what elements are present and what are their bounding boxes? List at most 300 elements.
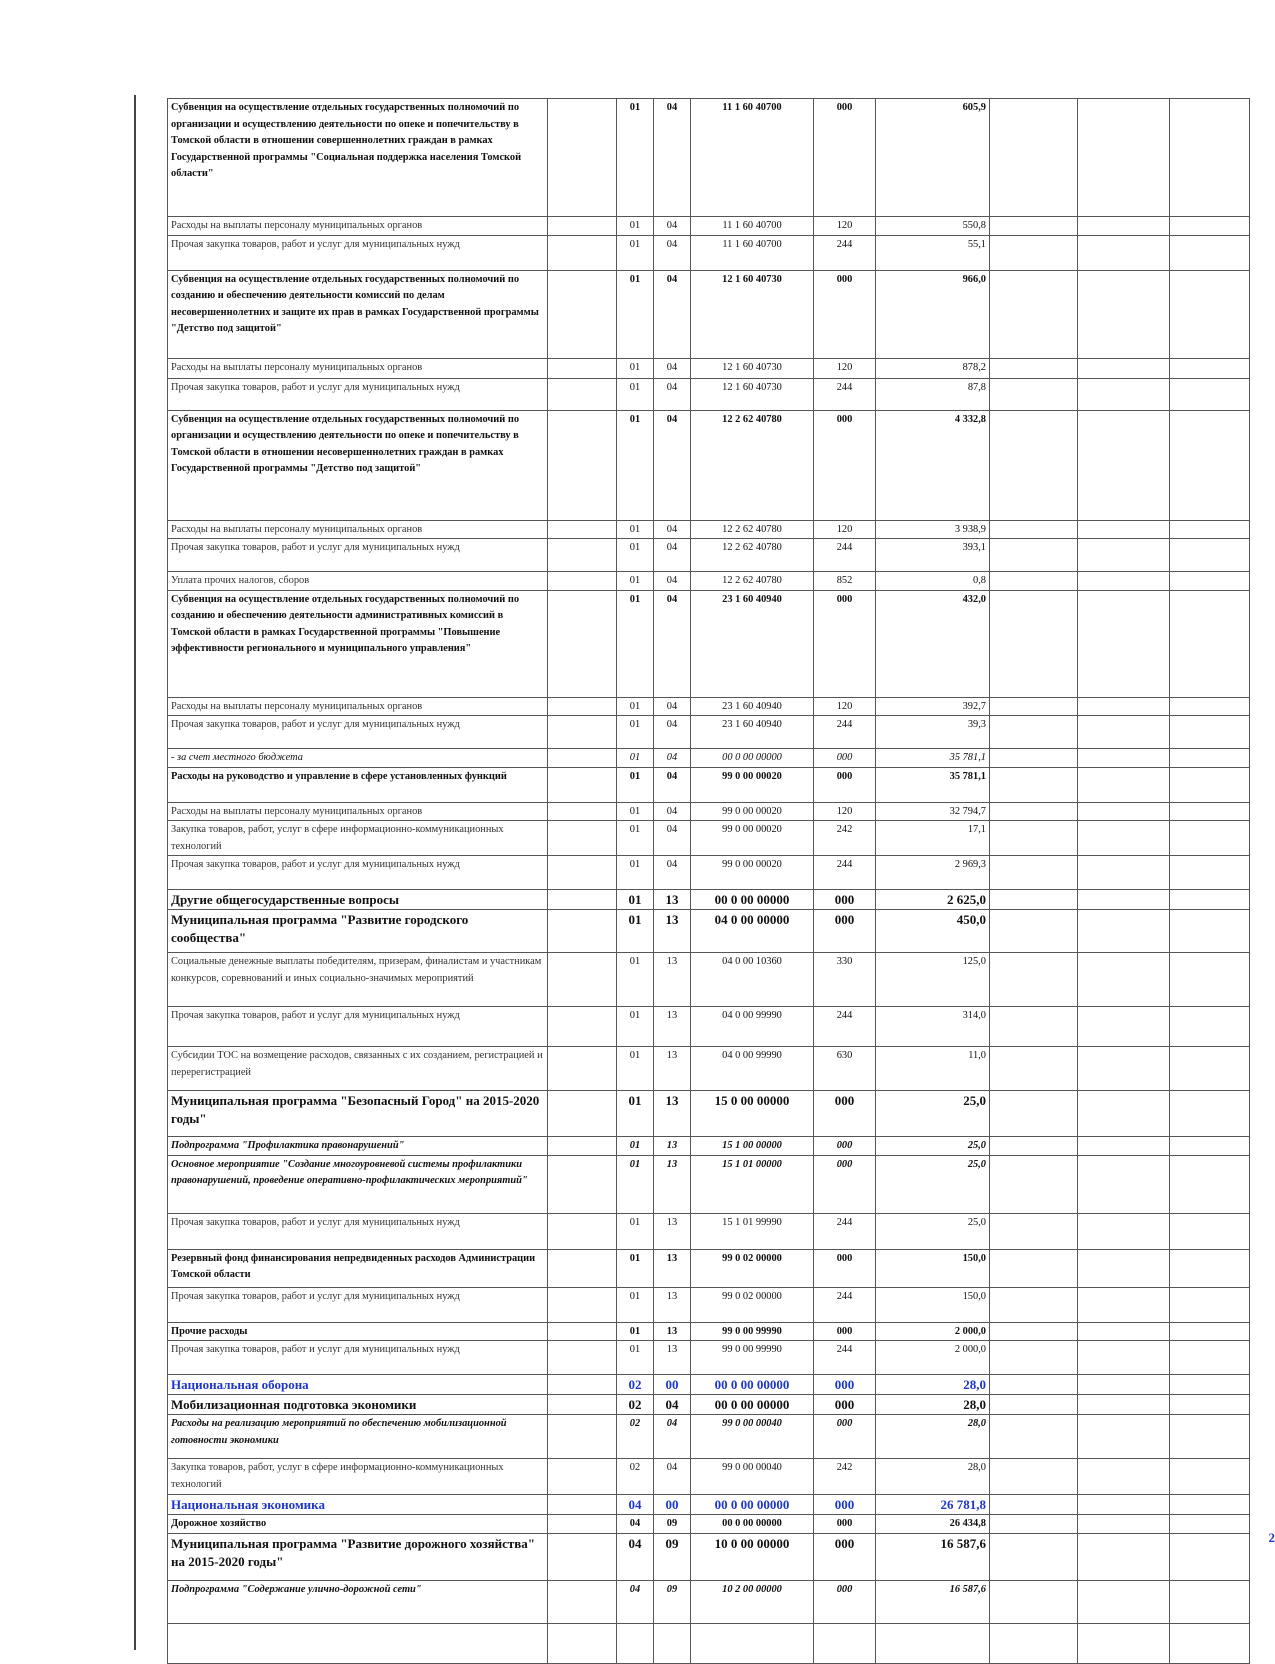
table-row [168,910,1250,953]
empty-cell [548,572,617,591]
amount: 878,2 [876,358,990,378]
empty-cell [1078,1375,1170,1395]
empty-cell [1078,1580,1170,1623]
empty-cell [1170,1515,1250,1534]
expense-type-code: 244 [814,235,876,270]
empty-cell [1170,802,1250,821]
table-row [168,1091,1250,1137]
target-article-code: 23 1 60 40940 [691,590,814,697]
section-code: 04 [617,1515,654,1534]
row-name: Другие общегосударственные вопросы [168,890,548,910]
amount: 0,8 [876,572,990,591]
empty-cell [990,1007,1078,1047]
target-article-code: 99 0 00 00040 [691,1459,814,1495]
budget-table-body [168,99,1250,1664]
expense-type-code: 000 [814,270,876,358]
section-code: 01 [617,1047,654,1091]
empty-cell [1170,821,1250,856]
table-row [168,1047,1250,1091]
table-row [168,953,1250,1007]
empty-cell [1170,358,1250,378]
row-name [168,1623,548,1663]
empty-cell [548,1515,617,1534]
expense-type-code: 244 [814,1287,876,1322]
table-row [168,590,1250,697]
table-row [168,1007,1250,1047]
empty-cell [1170,539,1250,572]
empty-cell [990,1249,1078,1287]
expense-type-code: 000 [814,1515,876,1534]
empty-cell [548,821,617,856]
target-article-code: 10 0 00 00000 [691,1533,814,1580]
empty-cell [1078,1249,1170,1287]
empty-cell [1078,590,1170,697]
subsection-code: 13 [654,1007,691,1047]
table-row [168,270,1250,358]
empty-cell [990,1533,1078,1580]
expense-type-code: 120 [814,520,876,539]
empty-cell [548,1341,617,1375]
section-code: 01 [617,378,654,410]
empty-cell [1170,520,1250,539]
empty-cell [990,1395,1078,1415]
empty-cell [1078,716,1170,749]
expense-type-code: 000 [814,1415,876,1459]
row-name: Расходы на реализацию мероприятий по обеспечению мобилизационной готовности экономики [168,1415,548,1459]
amount: 25,0 [876,1137,990,1156]
empty-cell [548,1395,617,1415]
table-row [168,1341,1250,1375]
section-code: 01 [617,410,654,520]
amount: 150,0 [876,1249,990,1287]
table-row [168,890,1250,910]
empty-cell [990,716,1078,749]
row-name: Прочая закупка товаров, работ и услуг для муниципальных нужд [168,539,548,572]
row-name: Дорожное хозяйство [168,1515,548,1534]
empty-cell [1078,1623,1170,1663]
table-row [168,802,1250,821]
target-article-code: 10 2 00 00000 [691,1580,814,1623]
target-article-code: 99 0 00 00040 [691,1415,814,1459]
table-row [168,1137,1250,1156]
expense-type-code: 120 [814,358,876,378]
empty-cell [1078,217,1170,236]
row-name: Муниципальная программа "Развитие городского сообщества" [168,910,548,953]
subsection-code: 00 [654,1375,691,1395]
amount: 16 587,6 [876,1580,990,1623]
expense-type-code: 000 [814,890,876,910]
target-article-code: 04 0 00 99990 [691,1007,814,1047]
empty-cell [1078,910,1170,953]
amount: 25,0 [876,1213,990,1249]
empty-cell [548,1533,617,1580]
empty-cell [1170,1495,1250,1515]
table-row [168,767,1250,802]
amount: 550,8 [876,217,990,236]
section-code: 01 [617,539,654,572]
empty-cell [548,1623,617,1663]
empty-cell [1170,1415,1250,1459]
empty-cell [990,235,1078,270]
amount: 28,0 [876,1375,990,1395]
section-code: 01 [617,856,654,890]
row-name: Прочая закупка товаров, работ и услуг для муниципальных нужд [168,235,548,270]
empty-cell [1170,1322,1250,1341]
amount: 393,1 [876,539,990,572]
target-article-code: 99 0 02 00000 [691,1287,814,1322]
empty-cell [1078,99,1170,217]
empty-cell [1078,1395,1170,1415]
empty-cell [1078,749,1170,768]
amount: 3 938,9 [876,520,990,539]
row-name: Прочая закупка товаров, работ и услуг для муниципальных нужд [168,1341,548,1375]
amount: 39,3 [876,716,990,749]
section-code: 01 [617,802,654,821]
empty-cell [990,856,1078,890]
section-code: 01 [617,749,654,768]
subsection-code: 04 [654,572,691,591]
empty-cell [548,539,617,572]
empty-cell [1078,270,1170,358]
empty-cell [1170,1395,1250,1415]
subsection-code: 04 [654,378,691,410]
empty-cell [1170,697,1250,716]
subsection-code: 09 [654,1580,691,1623]
target-article-code: 99 0 02 00000 [691,1249,814,1287]
section-code: 01 [617,1213,654,1249]
row-name: Прочая закупка товаров, работ и услуг для муниципальных нужд [168,1007,548,1047]
target-article-code: 15 0 00 00000 [691,1091,814,1137]
section-code: 01 [617,1287,654,1322]
empty-cell [990,1580,1078,1623]
expense-type-code: 000 [814,1580,876,1623]
table-row [168,1515,1250,1534]
empty-cell [1078,697,1170,716]
empty-cell [548,1091,617,1137]
subsection-code: 13 [654,1155,691,1213]
table-row [168,520,1250,539]
table-row [168,1287,1250,1322]
empty-cell [1170,1249,1250,1287]
empty-cell [548,590,617,697]
target-article-code: 23 1 60 40940 [691,697,814,716]
empty-cell [548,1213,617,1249]
empty-cell [990,890,1078,910]
target-article-code: 99 0 00 00020 [691,856,814,890]
row-name: Расходы на выплаты персоналу муниципальных органов [168,217,548,236]
amount: 605,9 [876,99,990,217]
empty-cell [1078,572,1170,591]
empty-cell [990,1623,1078,1663]
empty-cell [1170,1091,1250,1137]
expense-type-code: 000 [814,749,876,768]
target-article-code: 99 0 00 00020 [691,821,814,856]
table-row [168,1249,1250,1287]
expense-type-code: 000 [814,99,876,217]
row-name: Расходы на выплаты персоналу муниципальных органов [168,697,548,716]
expense-type-code: 242 [814,821,876,856]
section-code: 01 [617,99,654,217]
empty-cell [1078,1415,1170,1459]
empty-cell [990,1322,1078,1341]
subsection-code: 04 [654,410,691,520]
amount: 32 794,7 [876,802,990,821]
amount [876,1623,990,1663]
section-code: 01 [617,270,654,358]
target-article-code: 99 0 00 00020 [691,767,814,802]
target-article-code: 15 1 01 99990 [691,1213,814,1249]
expense-type-code [814,1623,876,1663]
target-article-code: 15 1 01 00000 [691,1155,814,1213]
section-code: 01 [617,910,654,953]
empty-cell [990,1495,1078,1515]
empty-cell [1078,856,1170,890]
amount: 150,0 [876,1287,990,1322]
row-name: Субвенция на осуществление отдельных государственных полномочий по организации и осуществлению деятельности по опеке и попечительству в Томской области в отношении совершеннолетних граждан в рамках Государственной программы "Социальная поддержка населения Томской области" [168,99,548,217]
empty-cell [1170,1137,1250,1156]
section-code: 01 [617,1091,654,1137]
amount: 2 969,3 [876,856,990,890]
empty-cell [548,358,617,378]
target-article-code: 12 2 62 40780 [691,572,814,591]
empty-cell [548,1047,617,1091]
section-code: 01 [617,697,654,716]
table-row [168,358,1250,378]
expense-type-code: 120 [814,697,876,716]
amount: 55,1 [876,235,990,270]
row-name: Подпрограмма "Содержание улично-дорожной сети" [168,1580,548,1623]
empty-cell [990,802,1078,821]
section-code: 01 [617,590,654,697]
target-article-code [691,1623,814,1663]
empty-cell [990,1341,1078,1375]
expense-type-code: 330 [814,953,876,1007]
empty-cell [1170,1213,1250,1249]
empty-cell [990,953,1078,1007]
row-name: Субвенция на осуществление отдельных государственных полномочий по созданию и обеспечению деятельности административных комиссий в Томской области в рамках Государственной программы "Повышение эффективности регионального и муниципального управления" [168,590,548,697]
table-row [168,1155,1250,1213]
row-name: Уплата прочих налогов, сборов [168,572,548,591]
target-article-code: 04 0 00 10360 [691,953,814,1007]
expense-type-code: 120 [814,802,876,821]
row-name: Субсидии ТОС на возмещение расходов, связанных с их созданием, регистрацией и перерегистрацией [168,1047,548,1091]
expense-type-code: 244 [814,1341,876,1375]
section-code: 01 [617,716,654,749]
expense-type-code: 244 [814,1007,876,1047]
expense-type-code: 000 [814,767,876,802]
target-article-code: 99 0 00 99990 [691,1322,814,1341]
subsection-code: 13 [654,910,691,953]
target-article-code: 99 0 00 99990 [691,1341,814,1375]
empty-cell [990,767,1078,802]
target-article-code: 00 0 00 00000 [691,890,814,910]
section-code: 02 [617,1375,654,1395]
amount: 26 434,8 [876,1515,990,1534]
target-article-code: 23 1 60 40940 [691,716,814,749]
empty-cell [1170,767,1250,802]
subsection-code: 04 [654,520,691,539]
expense-type-code: 244 [814,716,876,749]
subsection-code: 09 [654,1533,691,1580]
expense-type-code: 000 [814,1155,876,1213]
empty-cell [1170,572,1250,591]
section-code: 01 [617,217,654,236]
empty-cell [1078,1155,1170,1213]
table-row [168,697,1250,716]
row-name: Расходы на выплаты персоналу муниципальных органов [168,520,548,539]
row-name: - за счет местного бюджета [168,749,548,768]
row-name: Национальная экономика [168,1495,548,1515]
amount: 87,8 [876,378,990,410]
subsection-code: 04 [654,590,691,697]
section-code: 01 [617,1155,654,1213]
target-article-code: 99 0 00 00020 [691,802,814,821]
row-name: Прочая закупка товаров, работ и услуг для муниципальных нужд [168,856,548,890]
section-code: 04 [617,1580,654,1623]
empty-cell [1170,378,1250,410]
empty-cell [1170,1459,1250,1495]
subsection-code: 13 [654,1322,691,1341]
empty-cell [990,910,1078,953]
table-row [168,1213,1250,1249]
empty-cell [990,1375,1078,1395]
empty-cell [548,802,617,821]
empty-cell [990,821,1078,856]
empty-cell [548,1137,617,1156]
empty-cell [990,1459,1078,1495]
empty-cell [1170,217,1250,236]
empty-cell [1078,1341,1170,1375]
table-row [168,572,1250,591]
empty-cell [1078,235,1170,270]
target-article-code: 04 0 00 00000 [691,910,814,953]
target-article-code: 12 2 62 40780 [691,410,814,520]
empty-cell [1170,1287,1250,1322]
empty-cell [990,378,1078,410]
row-name: Прочая закупка товаров, работ и услуг для муниципальных нужд [168,1287,548,1322]
empty-cell [1078,1007,1170,1047]
subsection-code: 04 [654,821,691,856]
subsection-code: 13 [654,1341,691,1375]
subsection-code: 13 [654,1213,691,1249]
empty-cell [548,1249,617,1287]
empty-cell [1170,890,1250,910]
amount: 11,0 [876,1047,990,1091]
section-code: 01 [617,1341,654,1375]
subsection-code: 04 [654,217,691,236]
empty-cell [1170,856,1250,890]
row-name: Закупка товаров, работ, услуг в сфере информационно-коммуникационных технологий [168,1459,548,1495]
target-article-code: 12 1 60 40730 [691,270,814,358]
empty-cell [1170,410,1250,520]
section-code: 01 [617,235,654,270]
amount: 450,0 [876,910,990,953]
table-row [168,1415,1250,1459]
empty-cell [548,953,617,1007]
empty-cell [1078,953,1170,1007]
empty-cell [990,1137,1078,1156]
empty-cell [548,1459,617,1495]
section-code: 02 [617,1459,654,1495]
empty-cell [548,856,617,890]
subsection-code: 04 [654,99,691,217]
empty-cell [990,572,1078,591]
table-row [168,1459,1250,1495]
empty-cell [990,1515,1078,1534]
expense-type-code: 000 [814,410,876,520]
target-article-code: 12 2 62 40780 [691,520,814,539]
empty-cell [1170,1580,1250,1623]
amount: 28,0 [876,1395,990,1415]
empty-cell [990,270,1078,358]
subsection-code: 04 [654,767,691,802]
empty-cell [548,1415,617,1459]
empty-cell [1078,1047,1170,1091]
empty-cell [548,217,617,236]
row-name: Мобилизационная подготовка экономики [168,1395,548,1415]
row-name: Прочая закупка товаров, работ и услуг для муниципальных нужд [168,1213,548,1249]
row-name: Прочие расходы [168,1322,548,1341]
expense-type-code: 244 [814,539,876,572]
empty-cell [548,1375,617,1395]
empty-cell [1170,590,1250,697]
empty-cell [548,910,617,953]
expense-type-code: 000 [814,1533,876,1580]
row-name: Расходы на выплаты персоналу муниципальных органов [168,802,548,821]
subsection-code: 13 [654,1091,691,1137]
empty-cell [1078,1322,1170,1341]
amount: 314,0 [876,1007,990,1047]
expense-type-code: 000 [814,1495,876,1515]
row-name: Резервный фонд финансирования непредвиденных расходов Администрации Томской области [168,1249,548,1287]
empty-cell [1078,767,1170,802]
target-article-code: 12 1 60 40730 [691,358,814,378]
empty-cell [548,99,617,217]
subsection-code: 13 [654,1047,691,1091]
empty-cell [548,767,617,802]
section-code: 01 [617,953,654,1007]
section-code: 02 [617,1415,654,1459]
target-article-code: 11 1 60 40700 [691,235,814,270]
empty-cell [1170,1047,1250,1091]
table-row [168,1495,1250,1515]
table-row [168,410,1250,520]
row-name: Муниципальная программа "Развитие дорожного хозяйства" на 2015-2020 годы" [168,1533,548,1580]
subsection-code: 13 [654,1287,691,1322]
subsection-code: 13 [654,1137,691,1156]
empty-cell [990,749,1078,768]
empty-cell [1170,749,1250,768]
amount: 28,0 [876,1415,990,1459]
section-code: 02 [617,1395,654,1415]
empty-cell [548,235,617,270]
expense-type-code: 244 [814,378,876,410]
empty-cell [1170,1623,1250,1663]
empty-cell [1078,890,1170,910]
subsection-code: 13 [654,1249,691,1287]
subsection-code: 04 [654,1395,691,1415]
target-article-code: 11 1 60 40700 [691,217,814,236]
subsection-code: 04 [654,358,691,378]
empty-cell [990,1155,1078,1213]
empty-cell [548,520,617,539]
empty-cell [990,697,1078,716]
subsection-code: 04 [654,1415,691,1459]
empty-cell [1078,1213,1170,1249]
empty-cell [1078,358,1170,378]
table-row [168,539,1250,572]
section-code [617,1623,654,1663]
